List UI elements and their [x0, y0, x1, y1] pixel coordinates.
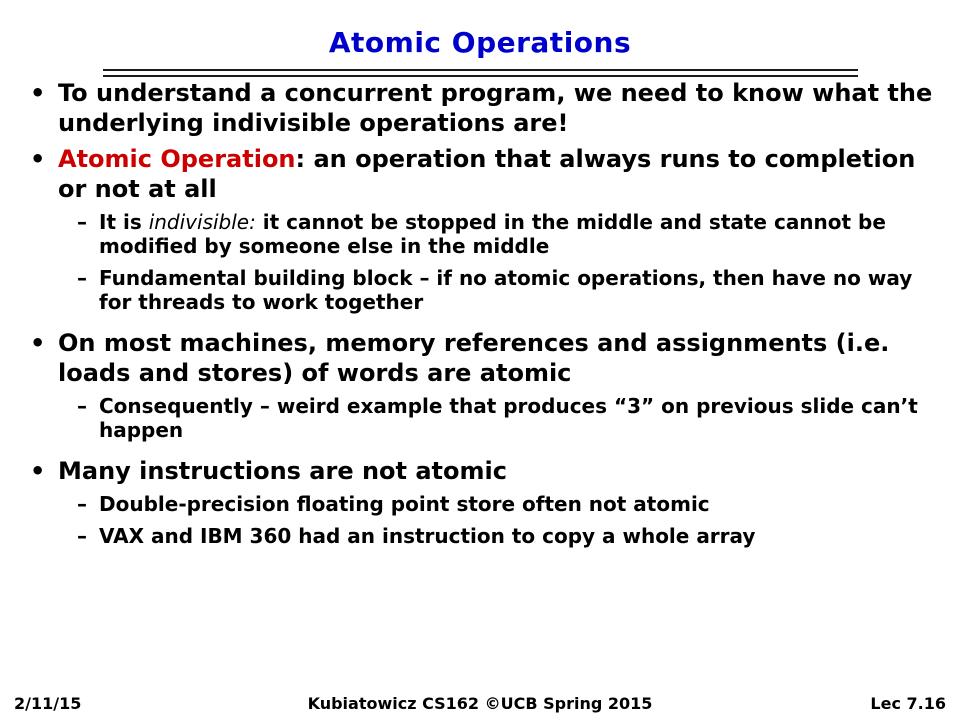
slide-title: Atomic Operations [328, 26, 632, 59]
sub-indivisible [30, 210, 945, 258]
sub-text: Double-precision floating point store often not atomic [99, 492, 710, 516]
sub-dash: – [77, 394, 87, 418]
bullet-memory-references [30, 328, 945, 388]
bullet-dot: • [30, 329, 46, 357]
title-rule-top [103, 69, 858, 71]
atomic-operation-term: Atomic Operation [58, 145, 296, 173]
sub-dash: – [77, 266, 87, 290]
footer-date: 2/11/15 [14, 694, 82, 713]
sub-vax-ibm [30, 524, 945, 548]
footer-lecture-number: Lec 7.16 [870, 694, 946, 713]
bullet-text: To understand a concurrent program, we need to know what the underlying indivisible operations are! [58, 79, 933, 137]
bullet-not-atomic [30, 456, 945, 486]
bullet-text: : an operation that always runs to completion or not at all [58, 145, 916, 203]
sub-building-block [30, 266, 945, 314]
bullet-atomic-operation [30, 144, 945, 204]
bullet-text: Many instructions are not atomic [58, 457, 507, 485]
footer-course: Kubiatowicz CS162 ©UCB Spring 2015 [307, 694, 653, 713]
sub-consequently [30, 394, 945, 442]
bullet-understand [30, 78, 945, 138]
bullet-dot: • [30, 145, 46, 173]
bullet-dot: • [30, 79, 46, 107]
sub-double-precision [30, 492, 945, 516]
sub-text: Fundamental building block – if no atomic operations, then have no way for threads to work together [99, 266, 913, 314]
sub-text: it cannot be stopped in the middle and state cannot be modified by someone else in the middle [99, 210, 886, 258]
sub-text-prefix: It is [99, 210, 149, 234]
sub-dash: – [77, 524, 87, 548]
bullet-dot: • [30, 457, 46, 485]
title-rule-bottom [103, 75, 858, 77]
bullet-text: On most machines, memory references and assignments (i.e. loads and stores) of words are atomic [58, 329, 890, 387]
sub-text: VAX and IBM 360 had an instruction to copy a whole array [99, 524, 756, 548]
sub-text: Consequently – weird example that produces “3” on previous slide can’t happen [99, 394, 918, 442]
indivisible-term: indivisible: [148, 210, 256, 234]
sub-dash: – [77, 492, 87, 516]
slide-content [30, 78, 945, 556]
sub-dash: – [77, 210, 87, 234]
